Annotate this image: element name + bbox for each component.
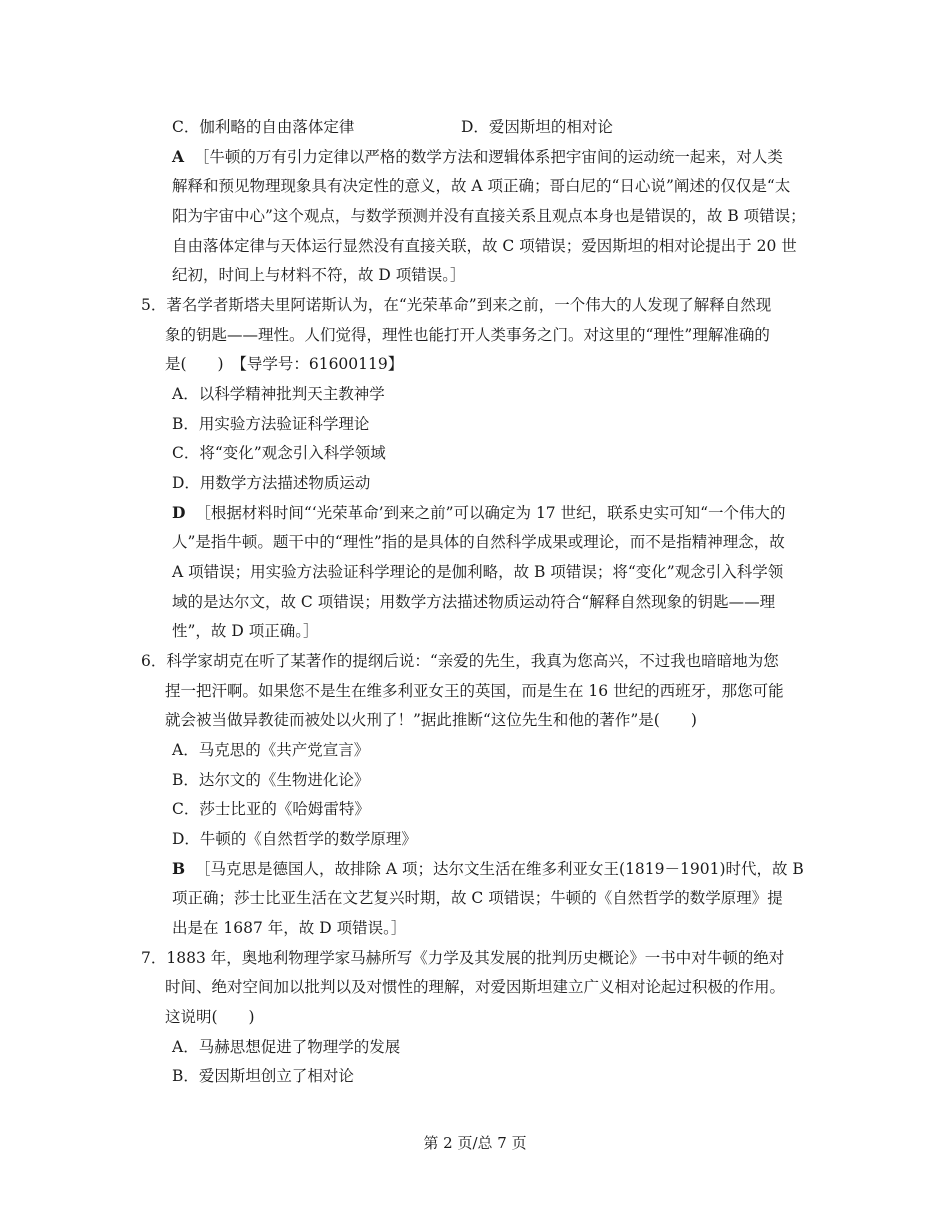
q5-answer-text: 人”是指牛顿。题干中的“理性”指的是具体的自然科学成果或理论，而不是指精神理念，故 <box>172 533 785 551</box>
q5-stem: 是( ) 【导学号：61600119】 <box>165 355 404 373</box>
q6-stem: 捏一把汗啊。如果您不是生在维多利亚女王的英国，而是生在 16 世纪的西班牙，那您可能 <box>165 682 784 700</box>
page-footer: 第 2 页/总 7 页 <box>423 1134 527 1152</box>
q6-answer-text: 项正确；莎士比亚生活在文艺复兴时期，故 C 项错误；牛顿的《自然哲学的数学原理》提 <box>172 889 783 907</box>
q6-stem: 6．科学家胡克在听了某著作的提纲后说：“亲爱的先生，我真为您高兴，不过我也暗暗地为您 <box>141 652 779 670</box>
q6-option: D．牛顿的《自然哲学的数学原理》 <box>172 830 417 848</box>
q7-stem: 7．1883 年，奥地利物理学家马赫所写《力学及其发展的批判历史概论》一书中对牛顿的绝对 <box>141 949 785 967</box>
q6-option: B．达尔文的《生物进化论》 <box>172 771 370 789</box>
q5-answer-line <box>172 502 786 524</box>
q5-option: B．用实验方法验证科学理论 <box>172 415 370 433</box>
q5-stem: 象的钥匙——理性。人们觉得，理性也能打开人类事务之门。对这里的“理性”理解准确的 <box>165 326 770 344</box>
q4-answer-text: 自由落体定律与天体运行显然没有直接关联，故 C 项错误；爱因斯坦的相对论提出于 20 世 <box>172 237 797 255</box>
q7-option: B．爱因斯坦创立了相对论 <box>172 1067 354 1085</box>
q7-option: A．马赫思想促进了物理学的发展 <box>172 1038 401 1056</box>
q6-stem: 就会被当做异教徒而被处以火刑了！”据此推断“这位先生和他的著作”是( ) <box>165 711 697 729</box>
q5-answer-text: A 项错误；用实验方法验证科学理论的是伽利略，故 B 项错误；将“变化”观念引入科学领 <box>172 563 784 581</box>
q4-option-d: D．爱因斯坦的相对论 <box>461 118 613 136</box>
q6-answer-letter: B <box>172 859 186 878</box>
q5-answer-text: 性”，故 D 项正确。］ <box>172 622 319 640</box>
q4-answer-line <box>172 146 783 168</box>
q4-answer-text: ［牛顿的万有引力定律以严格的数学方法和逻辑体系把宇宙间的运动统一起来，对人类 <box>193 148 783 166</box>
q4-answer-text: 纪初，时间上与材料不符，故 D 项错误。］ <box>172 266 466 284</box>
q4-option-c: C．伽利略的自由落体定律 <box>172 118 355 136</box>
q6-answer-text: 出是在 1687 年，故 D 项错误。］ <box>172 919 407 937</box>
q7-stem: 时间、绝对空间加以批判以及对惯性的理解，对爱因斯坦建立广义相对论起过积极的作用。 <box>165 978 786 996</box>
q6-answer-text: ［马克思是德国人，故排除 A 项；达尔文生活在维多利亚女王(1819－1901)时代，故 B <box>194 860 804 878</box>
q6-option: C．莎士比亚的《哈姆雷特》 <box>172 800 370 818</box>
q7-stem: 这说明( ) <box>165 1008 255 1026</box>
q5-option: C．将“变化”观念引入科学领域 <box>172 444 386 462</box>
q5-option: D．用数学方法描述物质运动 <box>172 474 371 492</box>
q4-answer-letter: A <box>172 147 185 166</box>
q4-answer-text: 阳为宇宙中心”这个观点，与数学预测并没有直接关系且观点本身也是错误的，故 B 项错误； <box>172 207 806 225</box>
q5-answer-letter: D <box>172 503 186 522</box>
q6-answer-line <box>172 858 804 880</box>
q5-answer-text: ［根据材料时间“‘光荣革命’到来之前”可以确定为 17 世纪，联系史实可知“一个伟大的 <box>195 504 786 522</box>
q5-answer-text: 域的是达尔文，故 C 项错误；用数学方法描述物质运动符合“解释自然现象的钥匙——理 <box>172 593 776 611</box>
q6-option: A．马克思的《共产党宣言》 <box>172 741 370 759</box>
q5-stem: 5．著名学者斯塔夫里阿诺斯认为，在“光荣革命”到来之前，一个伟大的人发现了解释自然现 <box>141 296 772 314</box>
q4-answer-text: 解释和预见物理现象具有决定性的意义，故 A 项正确；哥白尼的“日心说”阐述的仅仅是“太 <box>172 177 791 195</box>
q5-option: A．以科学精神批判天主教神学 <box>172 385 385 403</box>
